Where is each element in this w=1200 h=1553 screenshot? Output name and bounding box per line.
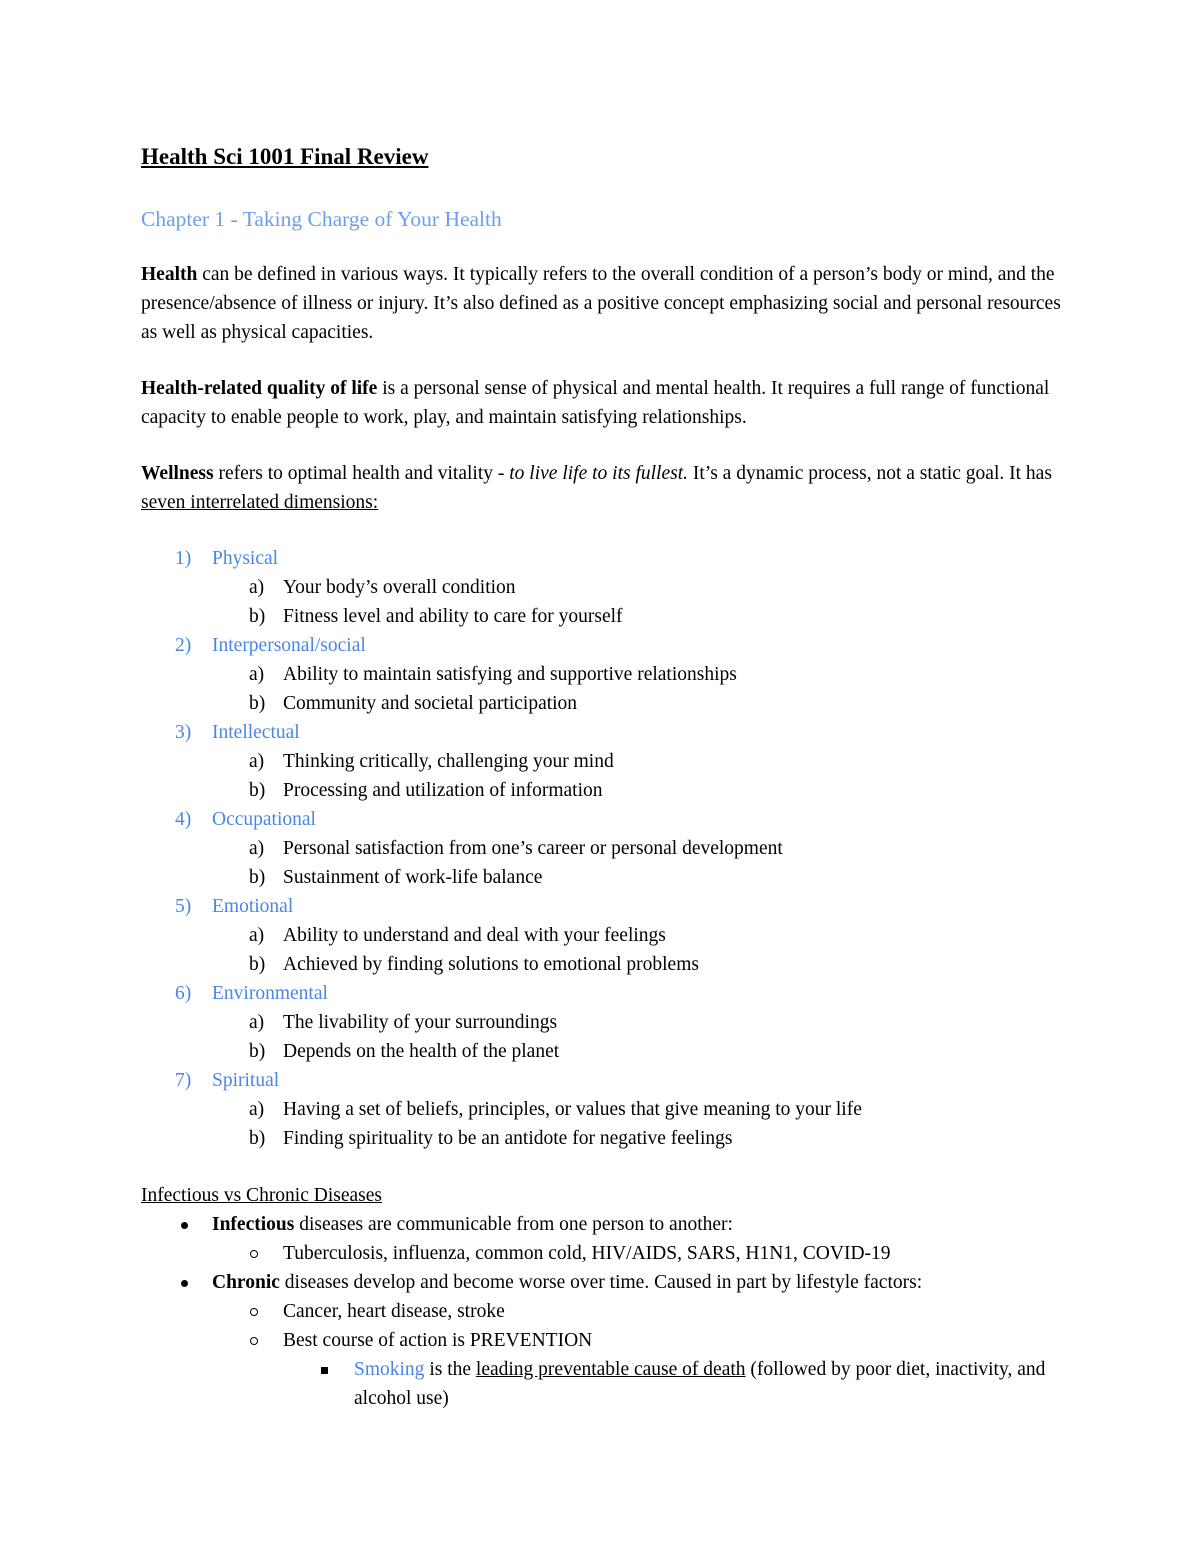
infectious-term: Infectious — [212, 1214, 295, 1235]
sub-text: Your body’s overall condition — [283, 577, 516, 598]
sub-item — [212, 950, 1071, 979]
dimension-sublist — [212, 573, 1071, 631]
document-title: Health Sci 1001 Final Review — [141, 144, 429, 169]
bullet-dot-icon — [181, 1280, 188, 1287]
sub-item — [212, 776, 1071, 805]
chapter-heading: Chapter 1 - Taking Charge of Your Health — [141, 207, 502, 231]
wellness-dimensions-list — [141, 544, 1071, 1153]
dimension-item — [141, 544, 1071, 631]
prevention-sublist — [283, 1355, 1071, 1413]
bullet-square-icon — [321, 1367, 328, 1374]
sub-text: Personal satisfaction from one’s career or personal development — [283, 838, 783, 859]
sub-letter: a) — [249, 1099, 265, 1120]
wellness-text-before: refers to optimal health and vitality - — [213, 463, 510, 484]
sub-item — [212, 834, 1071, 863]
sub-text: Achieved by finding solutions to emotional problems — [283, 954, 699, 975]
sub-item — [212, 747, 1071, 776]
bullet-circle-icon — [250, 1337, 258, 1345]
dimension-number: 4) — [175, 809, 192, 830]
dimension-sublist — [212, 660, 1071, 718]
dimension-item — [141, 631, 1071, 718]
dimension-name: Physical — [212, 548, 279, 569]
sub-letter: a) — [249, 577, 265, 598]
sub-text: Ability to understand and deal with your feelings — [283, 925, 666, 946]
dimension-sublist — [212, 834, 1071, 892]
chronic-sublist — [212, 1297, 1071, 1413]
sub-letter: b) — [249, 606, 266, 627]
bullet-dot-icon — [181, 1222, 188, 1229]
dimension-number: 2) — [175, 635, 192, 656]
sub-letter: b) — [249, 954, 266, 975]
dimension-name: Spiritual — [212, 1070, 280, 1091]
hrqol-term: Health-related quality of life — [141, 378, 378, 399]
sub-text: Finding spirituality to be an antidote for negative feelings — [283, 1128, 733, 1149]
dimension-item — [141, 805, 1071, 892]
sub-text: Thinking critically, challenging your mind — [283, 751, 614, 772]
bullet-circle-icon — [250, 1250, 258, 1258]
sub-item — [212, 1124, 1071, 1153]
sub-letter: a) — [249, 1012, 265, 1033]
sub-letter: b) — [249, 1128, 266, 1149]
chronic-examples: Cancer, heart disease, stroke — [283, 1301, 505, 1322]
sub-text: Having a set of beliefs, principles, or values that give meaning to your life — [283, 1099, 862, 1120]
chronic-bullet-item — [141, 1268, 1071, 1413]
dimension-number: 5) — [175, 896, 192, 917]
chronic-term: Chronic — [212, 1272, 280, 1293]
disease-bullet-list — [141, 1210, 1071, 1413]
infectious-bullet-item — [141, 1210, 1071, 1268]
dimension-name: Intellectual — [212, 722, 300, 743]
smoking-end: (followed by poor diet, inactivity, and alcohol use) — [354, 1359, 1046, 1409]
dimension-sublist — [212, 921, 1071, 979]
dimension-item — [141, 1066, 1071, 1153]
wellness-term: Wellness — [141, 463, 214, 484]
sub-item — [212, 1037, 1071, 1066]
infectious-chronic-heading: Infectious vs Chronic Diseases — [141, 1185, 382, 1206]
dimension-sublist — [212, 1095, 1071, 1153]
dimension-item — [141, 892, 1071, 979]
dimension-item — [141, 979, 1071, 1066]
smoking-mid: is the — [424, 1359, 476, 1380]
wellness-underlined-phrase: seven interrelated dimensions: — [141, 492, 379, 513]
sub-text: Fitness level and ability to care for yourself — [283, 606, 623, 627]
sub-item — [212, 1095, 1071, 1124]
hrqol-definition-text: is a personal sense of physical and mental health. It requires a full range of functional capacity to enable people to work, play, and maintain satisfying relationships. — [141, 378, 1050, 428]
bullet-circle-icon — [250, 1308, 258, 1316]
sub-letter: a) — [249, 838, 265, 859]
smoking-term: Smoking — [354, 1359, 425, 1380]
sub-item — [212, 689, 1071, 718]
chronic-prevention-item — [212, 1326, 1071, 1413]
chronic-examples-item — [212, 1297, 1071, 1326]
sub-letter: b) — [249, 1041, 266, 1062]
chronic-prevention: Best course of action is PREVENTION — [283, 1330, 593, 1351]
infectious-sublist — [212, 1239, 1071, 1268]
dimension-number: 3) — [175, 722, 192, 743]
dimension-name: Occupational — [212, 809, 316, 830]
chronic-text: diseases develop and become worse over time. Caused in part by lifestyle factors: — [279, 1272, 923, 1293]
sub-item — [212, 921, 1071, 950]
dimension-sublist — [212, 747, 1071, 805]
dimension-name: Interpersonal/social — [212, 635, 366, 656]
sub-letter: b) — [249, 867, 266, 888]
wellness-text-middle: It’s a dynamic process, not a static goal. It has — [688, 463, 1052, 484]
wellness-definition-paragraph — [141, 459, 1071, 517]
wellness-italic-phrase: to live life to its fullest. — [509, 463, 688, 484]
sub-text: Depends on the health of the planet — [283, 1041, 560, 1062]
dimension-name: Environmental — [212, 983, 328, 1004]
dimension-number: 1) — [175, 548, 192, 569]
sub-text: Community and societal participation — [283, 693, 578, 714]
document-page — [141, 140, 1071, 1413]
infectious-text: diseases are communicable from one person to another: — [294, 1214, 733, 1235]
sub-text: The livability of your surroundings — [283, 1012, 558, 1033]
sub-letter: a) — [249, 925, 265, 946]
sub-item — [212, 573, 1071, 602]
dimension-item — [141, 718, 1071, 805]
sub-letter: a) — [249, 751, 265, 772]
sub-letter: b) — [249, 780, 266, 801]
health-definition-paragraph — [141, 260, 1071, 347]
dimension-name: Emotional — [212, 896, 294, 917]
health-term: Health — [141, 264, 198, 285]
dimension-number: 7) — [175, 1070, 192, 1091]
sub-text: Ability to maintain satisfying and supportive relationships — [283, 664, 737, 685]
infectious-examples-item — [212, 1239, 1071, 1268]
sub-text: Sustainment of work-life balance — [283, 867, 543, 888]
infectious-examples: Tuberculosis, influenza, common cold, HIV/AIDS, SARS, H1N1, COVID-19 — [283, 1243, 891, 1264]
sub-item — [212, 602, 1071, 631]
sub-item — [212, 863, 1071, 892]
dimension-sublist — [212, 1008, 1071, 1066]
sub-letter: b) — [249, 693, 266, 714]
hrqol-definition-paragraph — [141, 374, 1071, 432]
sub-item — [212, 1008, 1071, 1037]
sub-letter: a) — [249, 664, 265, 685]
smoking-item — [283, 1355, 1071, 1413]
dimension-number: 6) — [175, 983, 192, 1004]
sub-text: Processing and utilization of information — [283, 780, 603, 801]
sub-item — [212, 660, 1071, 689]
smoking-underlined: leading preventable cause of death — [475, 1359, 746, 1380]
health-definition-text: can be defined in various ways. It typically refers to the overall condition of a person’s body or mind, and the presence/absence of illness or injury. It’s also defined as a positive concept emphasizing social and personal resources as well as physical capacities. — [141, 264, 1061, 343]
